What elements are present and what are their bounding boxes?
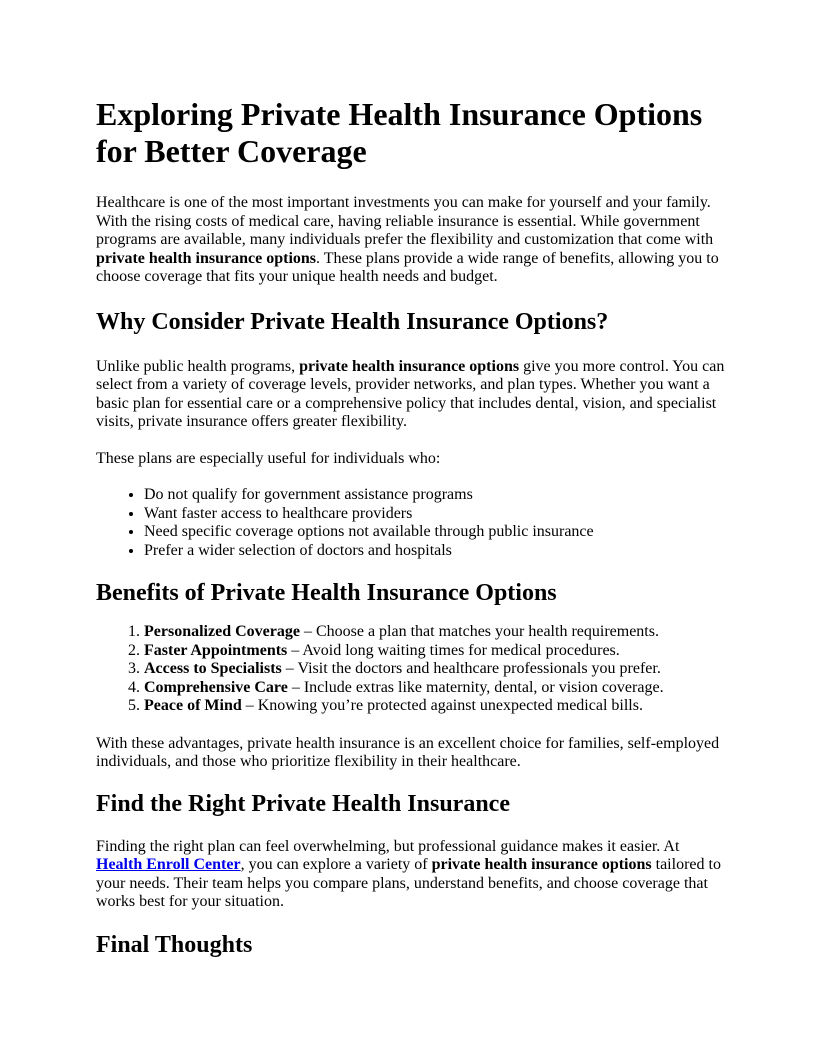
list-item: • Do not qualify for government assistance programs — [144, 486, 726, 505]
why-paragraph-1 — [96, 358, 726, 432]
list-item — [144, 679, 726, 698]
final-thoughts-heading: Final Thoughts — [96, 931, 253, 958]
benefit-text: – Knowing you’re protected against unexpected medical bills. — [241, 697, 643, 714]
intro-text-2: . These plans provide a wide range of benefits, allowing you to choose coverage that fits your unique health needs and budget. — [96, 249, 719, 285]
intro-text-1: Healthcare is one of the most important investments you can make for yourself and your family. With the rising costs of medical care, having reliable insurance is essential. While government programs are available, many individuals prefer the flexibility and customization that come with — [96, 194, 714, 248]
why-bold-keyword: private health insurance options — [299, 357, 520, 375]
why-text-2: give you more control. You can select from a variety of coverage levels, provider networks, and plan types. Whether you want a basic plan for essential care or a comprehensive policy that includes dental, vision, and specialist visits, private insurance offers greater flexibility. — [96, 357, 725, 430]
benefit-title: Faster Appointments — [144, 641, 288, 659]
list-item — [144, 623, 726, 642]
intro-bold-keyword: private health insurance options — [96, 249, 317, 267]
benefit-text: – Avoid long waiting times for medical procedures. — [287, 641, 620, 659]
benefit-text: – Include extras like maternity, dental, or vision coverage. — [287, 678, 664, 696]
document-page — [96, 96, 726, 979]
benefit-text: – Visit the doctors and healthcare professionals you prefer. — [281, 660, 661, 677]
benefit-title: Personalized Coverage — [144, 623, 300, 640]
page-title: Exploring Private Health Insurance Options for Better Coverage — [96, 96, 703, 169]
health-enroll-center-link[interactable]: Health Enroll Center — [96, 856, 241, 873]
why-paragraph-2: These plans are especially useful for individuals who: — [96, 449, 441, 467]
why-bullet-list — [96, 486, 726, 560]
benefit-title: Comprehensive Care — [144, 678, 288, 696]
intro-paragraph — [96, 194, 726, 287]
find-paragraph — [96, 838, 726, 912]
benefits-heading: Benefits of Private Health Insurance Options — [96, 580, 557, 606]
list-item: • Prefer a wider selection of doctors and hospitals — [144, 542, 726, 561]
benefit-text: – Choose a plan that matches your health requirements. — [299, 623, 659, 640]
find-text-2: , you can explore a variety of — [240, 856, 432, 873]
benefits-closing-paragraph: With these advantages, private health insurance is an excellent choice for families, self-employed individuals, and those who prioritize flexibility in their healthcare. — [96, 734, 720, 770]
benefit-title: Peace of Mind — [144, 697, 242, 714]
list-item — [144, 660, 726, 679]
benefit-title: Access to Specialists — [144, 660, 282, 677]
why-heading: Why Consider Private Health Insurance Options? — [96, 308, 609, 335]
list-item: • Need specific coverage options not available through public insurance — [144, 523, 726, 542]
find-heading: Find the Right Private Health Insurance — [96, 790, 510, 817]
list-item: • Want faster access to healthcare providers — [144, 505, 726, 524]
find-text-3: tailored to your needs. Their team helps you compare plans, understand benefits, and choose coverage that works best for your situation. — [96, 856, 721, 910]
why-text-1: Unlike public health programs, — [96, 357, 300, 375]
find-bold-keyword: private health insurance options — [431, 856, 652, 873]
find-text-1: Finding the right plan can feel overwhelming, but professional guidance makes it easier. At — [96, 837, 680, 855]
list-item — [144, 642, 726, 661]
list-item — [144, 697, 726, 716]
benefits-numbered-list — [96, 623, 726, 716]
